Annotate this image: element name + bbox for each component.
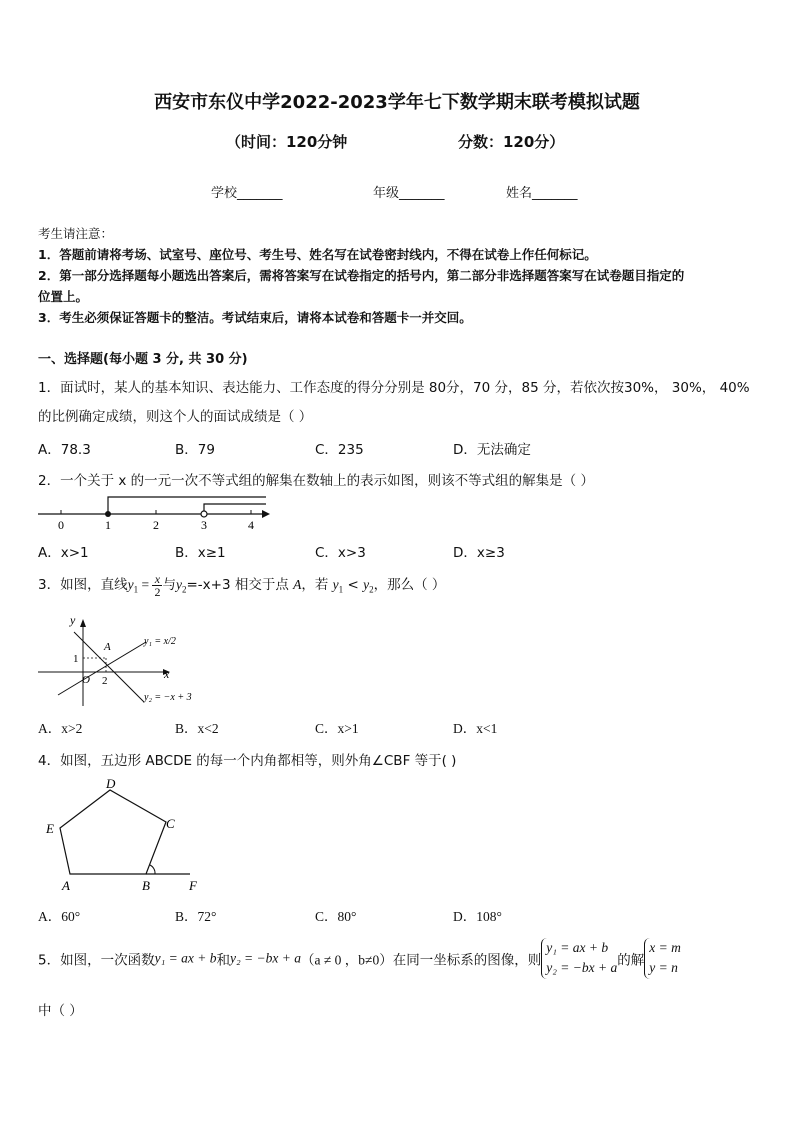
q2-option-b: B．x≥1 bbox=[175, 545, 226, 561]
q4-option-d: D．108° bbox=[453, 909, 502, 924]
q2-stem: 2．一个关于 x 的一元一次不等式组的解集在数轴上的表示如图，则该不等式组的解集是（ ） bbox=[38, 473, 594, 489]
q2-option-c: C．x>3 bbox=[315, 545, 366, 561]
q1-stem-line2: 的比例确定成绩，则这个人的面试成绩是（ ） bbox=[38, 409, 313, 425]
q2-option-d: D．x≥3 bbox=[453, 545, 505, 561]
tick-label: 4 bbox=[248, 518, 254, 532]
notice-item-2: 2．第一部分选择题每小题选出答案后，需将答案写在试卷指定的括号内，第二部分非选择题答案写在试卷题目指定的 bbox=[38, 268, 685, 283]
q3-graph bbox=[36, 610, 216, 710]
q3-option-b: B．x<2 bbox=[175, 721, 219, 736]
tick-label: 2 bbox=[153, 518, 159, 532]
school-field: 学校_______ bbox=[211, 186, 283, 201]
line2-label: y₂ = −x + 3 bbox=[144, 692, 192, 703]
x-axis-label: x bbox=[164, 667, 170, 681]
y-axis-label: y bbox=[70, 613, 76, 627]
q2-number-line bbox=[36, 490, 272, 534]
exam-score: 分数：120分） bbox=[458, 133, 565, 151]
q5-stem-line2: 中（ ） bbox=[38, 1003, 83, 1019]
point-f-label: F bbox=[189, 878, 197, 893]
q1-option-b: B．79 bbox=[175, 442, 215, 458]
q3-option-c: C．x>1 bbox=[315, 721, 359, 736]
vertex-a-label: A bbox=[62, 878, 70, 893]
q1-stem-line1: 1．面试时，某人的基本知识、表达能力、工作态度的得分分别是 80分，70 分，85 分，若依次按30%， 30%， 40% bbox=[38, 380, 750, 396]
open-point-icon bbox=[201, 511, 207, 517]
grade-field: 年级_______ bbox=[373, 186, 445, 201]
notice-item-1: 1．答题前请将考场、试室号、座位号、考生号、姓名写在试卷密封线内，不得在试卷上作任何标记。 bbox=[38, 247, 597, 262]
q3-stem: 3．如图，直线$y_1$ = $\frac{x}{2}$ 与$y_2=-x+3$ 相交于点 A，若 $y_1 < y_2$，那么（ ） bbox=[38, 571, 446, 599]
q4-option-c: C．80° bbox=[315, 909, 357, 924]
q4-option-b: B．72° bbox=[175, 909, 217, 924]
q3-option-d: D．x<1 bbox=[453, 721, 498, 736]
q1-option-d: D．无法确定 bbox=[453, 442, 531, 458]
solution-system: x = m y = n bbox=[644, 938, 681, 979]
exam-time: （时间：120分钟 bbox=[226, 133, 348, 151]
page-title: 西安市东仪中学2022-2023学年七下数学期末联考模拟试题 bbox=[154, 92, 640, 113]
q1-option-a: A．78.3 bbox=[38, 442, 91, 458]
equation-system: y₁ = ax + b y₂ = −bx + a bbox=[541, 938, 617, 979]
solid-point-icon bbox=[105, 511, 111, 517]
q4-pentagon-figure bbox=[40, 772, 210, 894]
vertex-b-label: B bbox=[142, 878, 150, 893]
q4-option-a: A．60° bbox=[38, 909, 81, 924]
x-tick-label: 2 bbox=[102, 675, 108, 687]
name-field: 姓名_______ bbox=[506, 186, 578, 201]
q3-option-a: A．x>2 bbox=[38, 721, 83, 736]
vertex-e-label: E bbox=[46, 821, 54, 836]
tick-label: 3 bbox=[201, 518, 207, 532]
tick-label: 1 bbox=[105, 518, 111, 532]
notice-item-2-cont: 位置上。 bbox=[38, 289, 89, 304]
q2-option-a: A．x>1 bbox=[38, 545, 89, 561]
q4-stem: 4．如图，五边形 ABCDE 的每一个内角都相等，则外角∠CBF 等于( ) bbox=[38, 753, 457, 769]
vertex-c-label: C bbox=[166, 816, 175, 831]
vertex-d-label: D bbox=[106, 776, 116, 791]
tick-label: 0 bbox=[58, 518, 64, 532]
line1-label: y₁ = x/2 bbox=[144, 636, 176, 647]
y-tick-label: 1 bbox=[73, 653, 79, 665]
notice-heading: 考生请注意： bbox=[38, 226, 114, 241]
notice-item-3: 3．考生必须保证答题卡的整洁。考试结束后，请将本试卷和答题卡一并交回。 bbox=[38, 310, 472, 325]
point-a-label: A bbox=[104, 641, 111, 653]
origin-label: O bbox=[82, 674, 90, 686]
section-heading: 一、选择题(每小题 3 分, 共 30 分) bbox=[38, 352, 248, 367]
q1-option-c: C．235 bbox=[315, 442, 364, 458]
q5-stem: 5．如图，一次函数y₁ = ax + b和y₂ = −bx + a（a ≠ 0 ，b≠0）在同一坐标系的图像，则 y₁ = ax + b y₂ = −bx + a 的解 x = m y = n bbox=[38, 938, 681, 979]
